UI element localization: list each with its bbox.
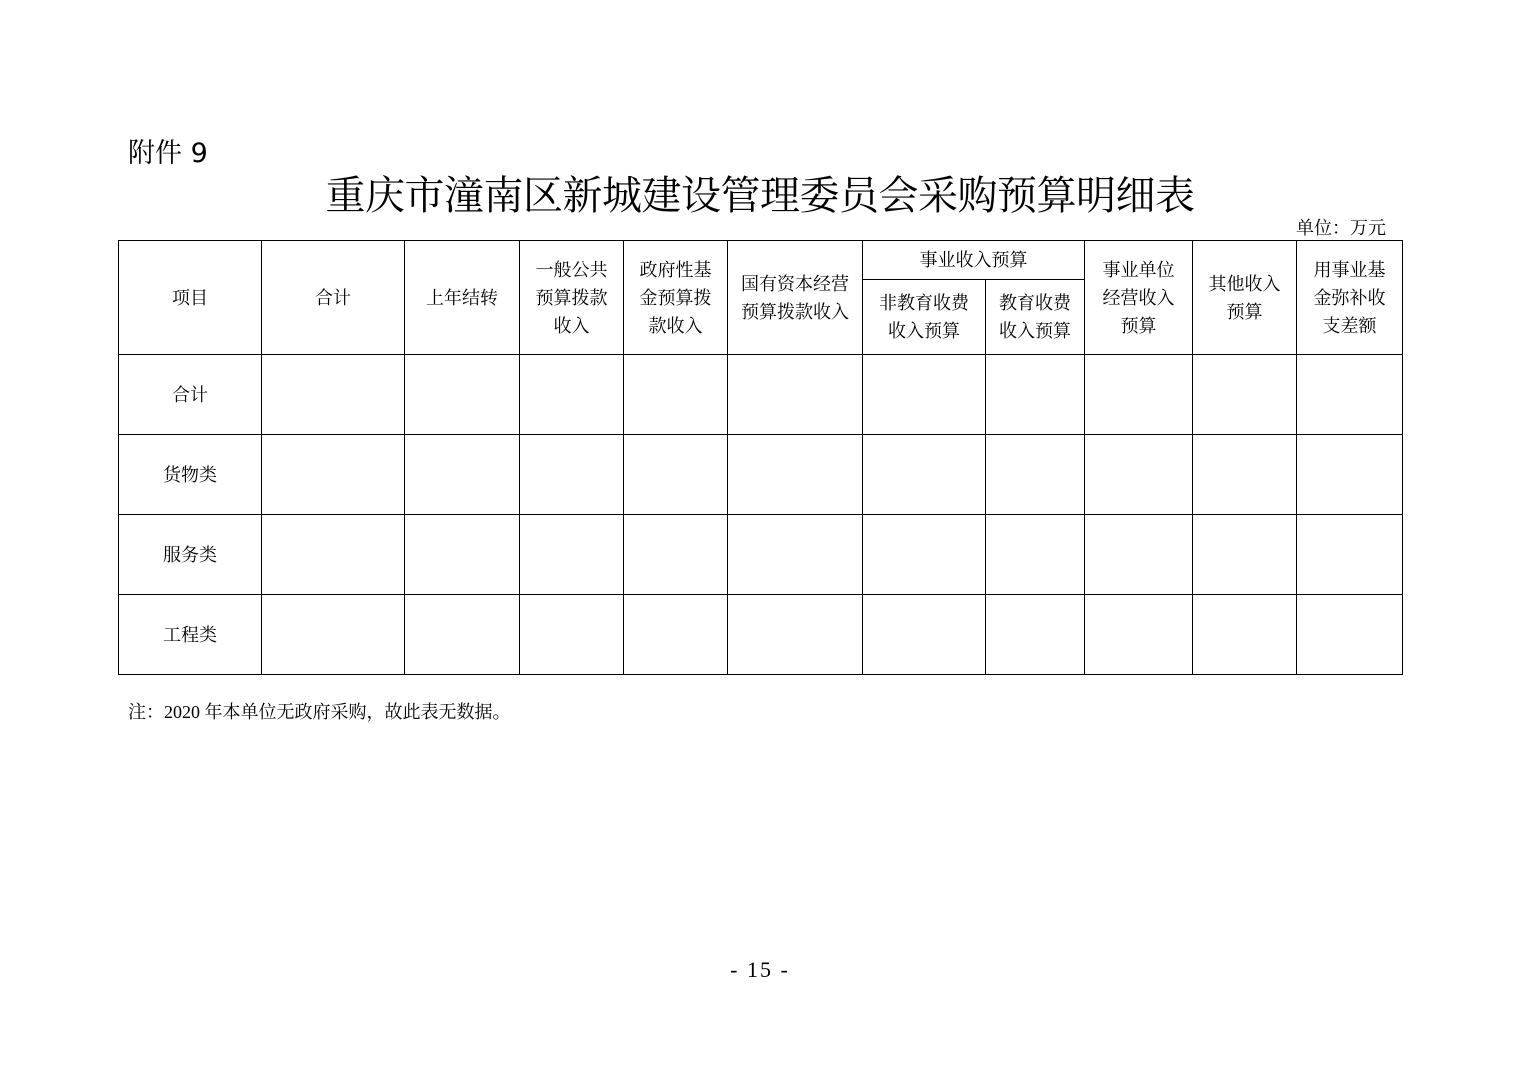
table-cell — [520, 435, 624, 515]
table-cell — [728, 515, 863, 595]
table-cell — [1193, 435, 1297, 515]
table-cell — [986, 595, 1085, 675]
table-cell — [728, 595, 863, 675]
table-row — [119, 435, 1403, 515]
table-row — [119, 515, 1403, 595]
table-cell — [405, 355, 520, 435]
table-cell — [1193, 355, 1297, 435]
table-cell — [262, 355, 405, 435]
header-general-public: 一般公共 预算拨款 收入 — [520, 241, 624, 355]
table-cell — [863, 595, 986, 675]
table-cell — [1297, 595, 1403, 675]
header-unit-operating: 事业单位 经营收入 预算 — [1085, 241, 1193, 355]
table-cell — [1085, 595, 1193, 675]
table-row — [119, 355, 1403, 435]
attachment-label: 附件 9 — [128, 138, 208, 169]
header-non-edu-fee: 非教育收费 收入预算 — [863, 280, 986, 355]
table-cell — [863, 515, 986, 595]
table-cell — [624, 435, 728, 515]
table-cell — [520, 355, 624, 435]
table-cell — [986, 435, 1085, 515]
header-row — [119, 241, 1403, 280]
table-cell — [1085, 355, 1193, 435]
table-cell — [405, 595, 520, 675]
table-cell — [1193, 515, 1297, 595]
header-business-income: 事业收入预算 — [863, 241, 1085, 280]
table-cell — [520, 595, 624, 675]
header-item: 项目 — [119, 241, 262, 355]
table-cell — [520, 515, 624, 595]
unit-label: 单位：万元 — [1296, 218, 1386, 238]
table-row — [119, 595, 1403, 675]
row-label: 工程类 — [119, 595, 262, 675]
header-other-income: 其他收入 预算 — [1193, 241, 1297, 355]
table-cell — [624, 595, 728, 675]
header-gov-fund: 政府性基 金预算拨 款收入 — [624, 241, 728, 355]
row-label: 服务类 — [119, 515, 262, 595]
header-edu-fee: 教育收费 收入预算 — [986, 280, 1085, 355]
table-cell — [728, 435, 863, 515]
page-number: - 15 - — [730, 957, 790, 982]
table-cell — [1193, 595, 1297, 675]
table-cell — [986, 355, 1085, 435]
table-cell — [405, 515, 520, 595]
table-cell — [262, 515, 405, 595]
table-cell — [1297, 435, 1403, 515]
table-cell — [728, 355, 863, 435]
row-label: 货物类 — [119, 435, 262, 515]
table-cell — [1085, 435, 1193, 515]
table-cell — [262, 435, 405, 515]
table-cell — [405, 435, 520, 515]
header-fund-offset: 用事业基 金弥补收 支差额 — [1297, 241, 1403, 355]
table-cell — [262, 595, 405, 675]
row-label: 合计 — [119, 355, 262, 435]
header-carryover: 上年结转 — [405, 241, 520, 355]
header-total: 合计 — [262, 241, 405, 355]
table-cell — [1297, 515, 1403, 595]
table-note: 注：2020 年本单位无政府采购，故此表无数据。 — [128, 702, 511, 722]
page-title: 重庆市潼南区新城建设管理委员会采购预算明细表 — [325, 173, 1195, 219]
procurement-budget-table — [118, 240, 1403, 675]
table-cell — [863, 355, 986, 435]
header-state-capital: 国有资本经营 预算拨款收入 — [728, 241, 863, 355]
table-cell — [863, 435, 986, 515]
table-cell — [1297, 355, 1403, 435]
table-cell — [624, 515, 728, 595]
table-cell — [1085, 515, 1193, 595]
table-cell — [986, 515, 1085, 595]
table-cell — [624, 355, 728, 435]
